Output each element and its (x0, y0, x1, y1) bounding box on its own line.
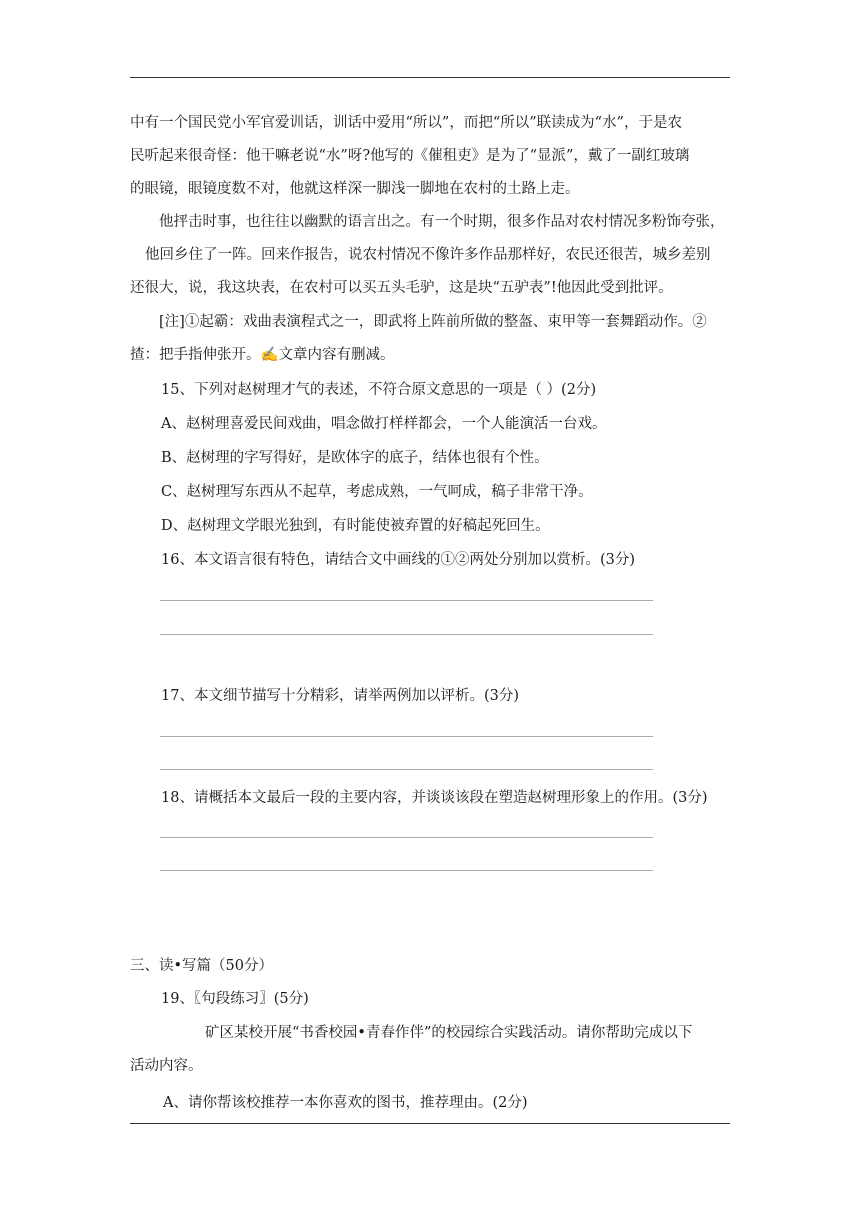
option-d: D、赵树理文学眼光独到，有时能使被弃置的好稿起死回生。 (161, 518, 550, 534)
passage-line: 中有一个国民党小军官爱训话，训话中爱用“所以”，而把“所以”联读成为“水”，于是农 (130, 115, 682, 131)
option-a: A、赵树理喜爱民间戏曲，唱念做打样样都会，一个人能演活一台戏。 (161, 416, 607, 432)
answer-line[interactable] (160, 600, 653, 601)
question-stem: 17、本文细节描写十分精彩，请举两例加以评析。(3分) (161, 688, 519, 704)
question-intro: 活动内容。 (130, 1058, 203, 1074)
option-c: C、赵树理写东西从不起草，考虑成熟，一气呵成，稿子非常干净。 (161, 484, 593, 500)
answer-line[interactable] (160, 634, 653, 635)
passage-line: 还很大，说，我这块表，在农村可以买五头毛驴，这是块“五驴表”!他因此受到批评。 (130, 280, 673, 296)
question-stem: 18、请概括本文最后一段的主要内容，并谈谈该段在塑造赵树理形象上的作用。(3分) (161, 790, 708, 806)
passage-line: 他抨击时事，也往往以幽默的语言出之。有一个时期，很多作品对农村情况多粉饰夸张， (159, 214, 725, 230)
header-rule (130, 77, 730, 78)
footer-rule (130, 1123, 730, 1124)
question-intro: 矿区某校开展“书香校园•青春作伴”的校园综合实践活动。请你帮助完成以下 (205, 1025, 693, 1041)
answer-line[interactable] (160, 736, 653, 737)
passage-line: 他回乡住了一阵。回来作报告，说农村情况不像许多作品那样好，农民还很苦，城乡差别 (145, 247, 711, 263)
question-stem: 16、本文语言很有特色，请结合文中画线的①②两处分别加以赏析。(3分) (161, 552, 635, 568)
question-title: 19、〖句段练习〗(5分) (161, 991, 309, 1007)
note-line: 揸：把手指伸张开。✍文章内容有删减。 (130, 347, 395, 363)
option-b: B、赵树理的字写得好，是欧体字的底子，结体也很有个性。 (161, 450, 549, 466)
answer-line[interactable] (160, 870, 653, 871)
passage-line: 民听起来很奇怪：他干嘛老说“水”呀?他写的《催租吏》是为了“显派”，戴了一副红玻璃 (130, 148, 690, 164)
answer-line[interactable] (160, 769, 653, 770)
passage-line: 的眼镜，眼镜度数不对，他就这样深一脚浅一脚地在农村的土路上走。 (130, 181, 580, 197)
question-stem: 15、下列对赵树理才气的表述，不符合原文意思的一项是（ ）(2分) (161, 382, 597, 398)
answer-line[interactable] (160, 837, 653, 838)
note-line: [注]①起霸：戏曲表演程式之一，即武将上阵前所做的整盔、束甲等一套舞蹈动作。② (159, 314, 707, 330)
sub-question-a: A、请你帮该校推荐一本你喜欢的图书，推荐理由。(2分) (163, 1095, 528, 1111)
section-heading: 三、读•写篇（50分） (130, 958, 274, 974)
